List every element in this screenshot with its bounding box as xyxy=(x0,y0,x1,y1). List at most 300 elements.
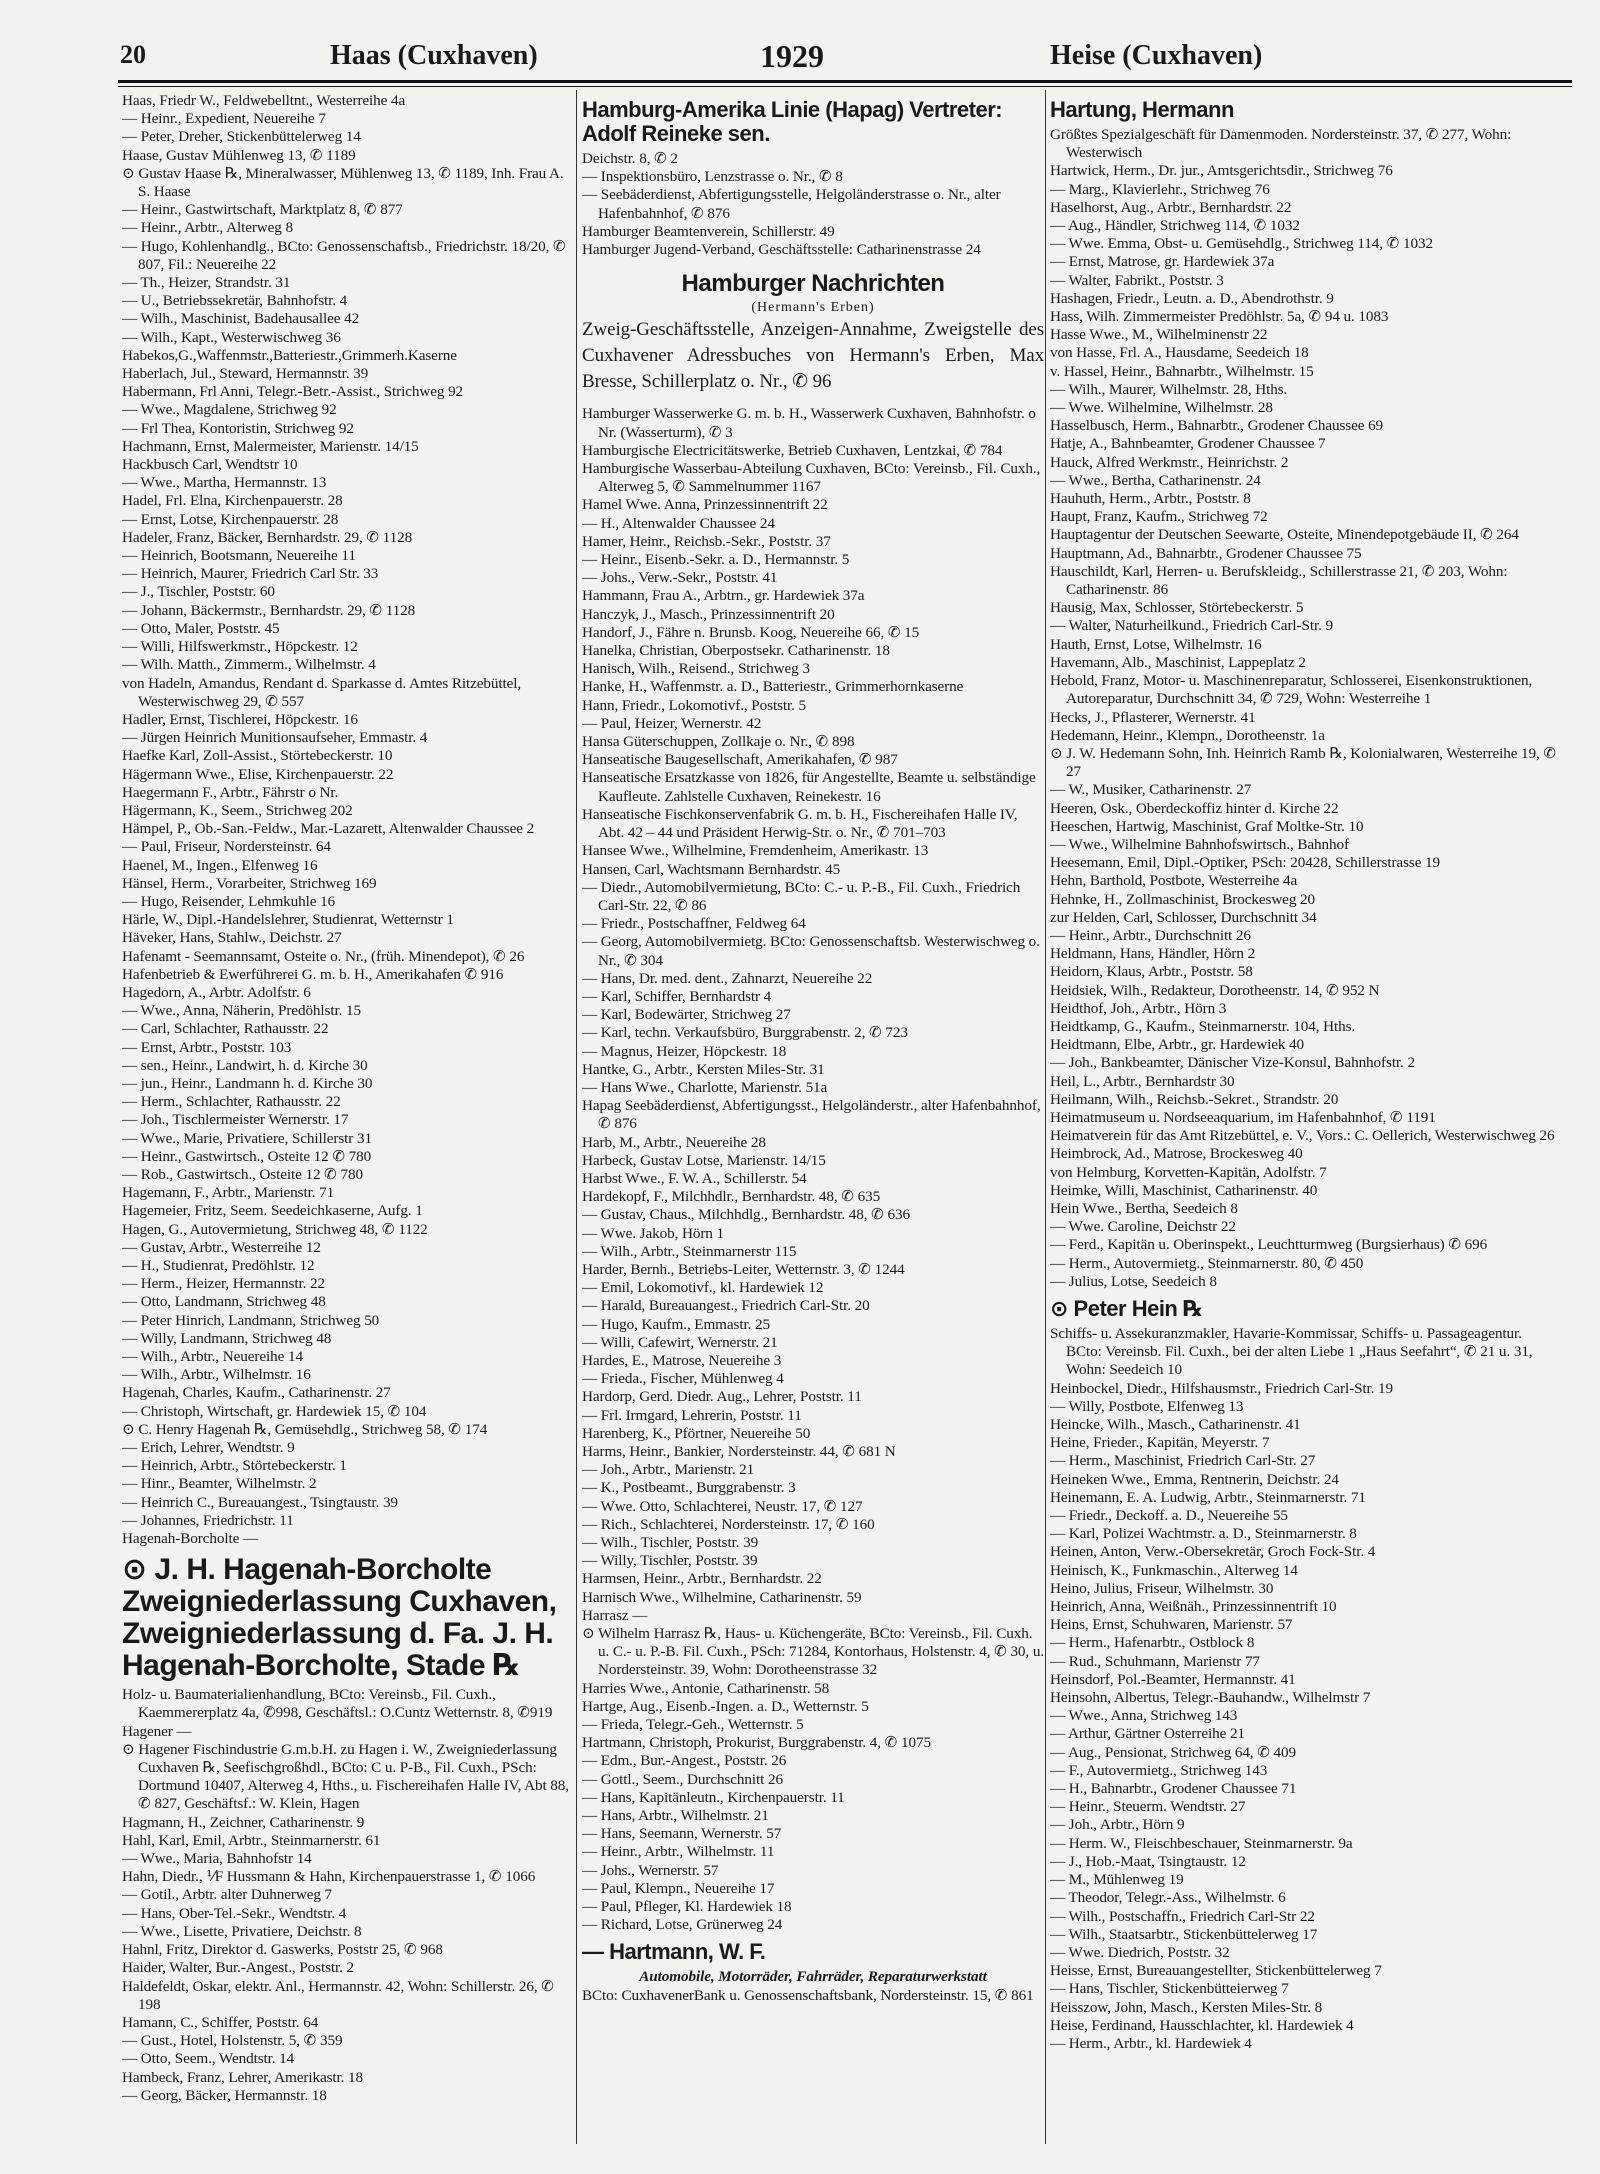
directory-entry: Hänsel, Herm., Vorarbeiter, Strichweg 169 xyxy=(122,874,377,892)
directory-entry: Hamburger Wasserwerke G. m. b. H., Wasserwerk Cuxhaven, Bahnhofstr. o Nr. (Wasserturm), ✆ 3 xyxy=(582,405,1036,441)
directory-entry: — Harald, Bureauangest., Friedrich Carl-Str. 20 xyxy=(582,1297,870,1315)
directory-entry: — Hans, Kapitänleutn., Kirchenpauerstr. 11 xyxy=(582,1788,845,1806)
directory-entry: — Wwe. Otto, Schlachterei, Neustr. 17, ✆ 127 xyxy=(582,1497,863,1515)
directory-entry: Hatje, A., Bahnbeamter, Grodener Chaussee 7 xyxy=(1050,435,1326,453)
directory-entry: — Heinr., Gastwirtschaft, Marktplatz 8, ✆ 877 xyxy=(122,201,403,219)
directory-entry: Hafenbetrieb & Ewerführerei G. m. b. H., Amerikahafen ✆ 916 xyxy=(122,965,504,983)
directory-entry: — Wilh., Postschaffn., Friedrich Carl-Str 22 xyxy=(1050,1907,1315,1925)
ad-hartmann-body: Automobile, Motorräder, Fahrräder, Reparaturwerkstatt xyxy=(639,1968,987,1986)
directory-entry: Hadeler, Franz, Bäcker, Bernhardstr. 29, ✆ 1128 xyxy=(122,528,413,546)
directory-entry: Hadel, Frl. Elna, Kirchenpauerstr. 28 xyxy=(122,492,343,510)
directory-entry: Hardekopf, F., Milchhdlr., Bernhardstr. 48, ✆ 635 xyxy=(582,1188,881,1206)
directory-entry: Heineken Wwe., Emma, Rentnerin, Deichstr. 24 xyxy=(1050,1470,1339,1488)
directory-entry: Hauptagentur der Deutschen Seewarte, Osteite, Minendepotgebäude II, ✆ 264 xyxy=(1050,526,1519,544)
directory-entry: — Willy, Landmann, Strichweg 48 xyxy=(122,1329,332,1347)
directory-entry: — Joh., Arbtr., Marienstr. 21 xyxy=(582,1461,755,1479)
directory-entry: — Heinr., Gastwirtsch., Osteite 12 ✆ 780 xyxy=(122,1147,372,1165)
directory-entry: — Frieda, Telegr.-Geh., Wetternstr. 5 xyxy=(582,1716,804,1734)
directory-entry: — Heinr., Steuerm. Wendtstr. 27 xyxy=(1050,1798,1246,1816)
directory-entry: Hahnl, Fritz, Direktor d. Gaswerks, Poststr 25, ✆ 968 xyxy=(122,1941,443,1959)
directory-entry: — Georg, Bäcker, Hermannstr. 18 xyxy=(122,2086,327,2104)
directory-entry: Hartmann, Christoph, Prokurist, Burggrabenstr. 4, ✆ 1075 xyxy=(582,1734,931,1752)
directory-entry: Harrasz — xyxy=(582,1606,648,1624)
directory-entry: Hagmann, H., Zeichner, Catharinenstr. 9 xyxy=(122,1813,365,1831)
directory-entry: Haefke Karl, Zoll-Assist., Störtebeckerstr. 10 xyxy=(122,747,393,765)
directory-entry: — Hugo, Kohlenhandlg., BCto: Genossenschaftsb., Friedrichstr. 18/20, ✆ 807, Fil.: Neuereihe 22 xyxy=(122,237,566,273)
directory-entry: — Hans, Tischler, Stickenbütteierweg 7 xyxy=(1050,1980,1289,1998)
directory-entry: Hansen, Carl, Wachtsmann Bernhardstr. 45 xyxy=(582,860,841,878)
directory-entry: — Wwe., Bertha, Catharinenstr. 24 xyxy=(1050,471,1261,489)
directory-entry: — Otto, Maler, Poststr. 45 xyxy=(122,619,280,637)
directory-entry: — Magnus, Heizer, Höpckestr. 18 xyxy=(582,1042,787,1060)
directory-entry: — Peter Hinrich, Landmann, Strichweg 50 xyxy=(122,1311,380,1329)
directory-entry: Haider, Walter, Bur.-Angest., Poststr. 2 xyxy=(122,1959,355,1977)
directory-entry: v. Hassel, Heinr., Bahnarbtr., Wilhelmstr. 15 xyxy=(1050,362,1314,380)
directory-entry: — Herm., Schlachter, Rathausstr. 22 xyxy=(122,1093,341,1111)
directory-entry: — Gotil., Arbtr. alter Duhnerweg 7 xyxy=(122,1886,333,1904)
directory-entry: Habekos,G.,Waffenmstr.,Batteriestr.,Grimmerh.Kaserne xyxy=(122,346,457,364)
directory-entry: Hehnke, H., Zollmaschinist, Brockesweg 20 xyxy=(1050,890,1316,908)
directory-entry: — Wwe., Anna, Näherin, Predöhlstr. 15 xyxy=(122,1002,361,1020)
column-divider-2 xyxy=(1045,90,1046,2144)
directory-entry: — Wilh., Arbtr., Neuereihe 14 xyxy=(122,1348,303,1366)
directory-entry: — Karl, Bodewärter, Strichweg 27 xyxy=(582,1006,791,1024)
directory-entry: Heino, Julius, Friseur, Wilhelmstr. 30 xyxy=(1050,1579,1274,1597)
directory-entry: — Friedr., Postschaffner, Feldweg 64 xyxy=(582,915,806,933)
directory-entry: — Wwe., Maria, Bahnhofstr 14 xyxy=(122,1850,312,1868)
directory-entry: — Aug., Pensionat, Strichweg 64, ✆ 409 xyxy=(1050,1743,1297,1761)
directory-entry: Hartwick, Herm., Dr. jur., Amtsgerichtsdir., Strichweg 76 xyxy=(1050,162,1393,180)
directory-entry: Haupt, Franz, Kaufm., Strichweg 72 xyxy=(1050,508,1268,526)
directory-entry: ⊙ Gustav Haase ℞, Mineralwasser, Mühlenweg 13, ✆ 1189, Inh. Frau A. S. Haase xyxy=(122,164,564,201)
directory-entry: — Heinr., Arbtr., Durchschnitt 26 xyxy=(1050,926,1251,944)
directory-entry: Heidthof, Joh., Arbtr., Hörn 3 xyxy=(1050,999,1227,1017)
directory-entry: — H., Altenwalder Chaussee 24 xyxy=(582,514,775,532)
directory-entry: — Aug., Händler, Strichweg 114, ✆ 1032 xyxy=(1050,217,1300,235)
directory-entry: — Heinrich C., Bureauangest., Tsingtaustr. 39 xyxy=(122,1493,398,1511)
directory-entry: — Hinr., Beamter, Wilhelmstr. 2 xyxy=(122,1475,317,1493)
directory-entry: — Herm. W., Fleischbeschauer, Steinmarnerstr. 9a xyxy=(1050,1834,1353,1852)
directory-entry: — Wilh., Arbtr., Steinmarnerstr 115 xyxy=(582,1242,797,1260)
directory-entry: Hämpel, P., Ob.-San.-Feldw., Mar.-Lazarett, Altenwalder Chaussee 2 xyxy=(122,820,535,838)
directory-entry: — Friedr., Deckoff. a. D., Neuereihe 55 xyxy=(1050,1507,1288,1525)
directory-entry: Heins, Ernst, Schuhwaren, Marienstr. 57 xyxy=(1050,1616,1293,1634)
directory-entry: — J., Tischler, Poststr. 60 xyxy=(122,583,275,601)
directory-entry: Hamann, C., Schiffer, Poststr. 64 xyxy=(122,2013,319,2031)
directory-entry: Heesemann, Emil, Dipl.-Optiker, PSch: 20428, Schillerstrasse 19 xyxy=(1050,854,1441,872)
directory-entry: Heincke, Wilh., Masch., Catharinenstr. 41 xyxy=(1050,1416,1301,1434)
directory-entry: Heldmann, Hans, Händler, Hörn 2 xyxy=(1050,945,1256,963)
directory-entry: Häveker, Hans, Stahlw., Deichstr. 27 xyxy=(122,929,342,947)
directory-entry: Hantke, G., Arbtr., Kersten Miles-Str. 31 xyxy=(582,1060,825,1078)
directory-entry: Heisszow, John, Masch., Kersten Miles-Str. 8 xyxy=(1050,1998,1323,2016)
directory-entry: — Wwe., Anna, Strichweg 143 xyxy=(1050,1707,1238,1725)
directory-entry: — Heinrich, Arbtr., Störtebeckerstr. 1 xyxy=(122,1457,347,1475)
directory-entry: — Rud., Schuhmann, Marienstr 77 xyxy=(1050,1652,1260,1670)
directory-entry: — Gustav, Arbtr., Westerreihe 12 xyxy=(122,1238,321,1256)
directory-entry: — Wilh., Staatsarbtr., Stickenbüttelerweg 17 xyxy=(1050,1925,1318,1943)
directory-entry: — Ernst, Arbtr., Poststr. 103 xyxy=(122,1038,292,1056)
directory-entry: Haldefeldt, Oskar, elektr. Anl., Hermannstr. 42, Wohn: Schillerstr. 26, ✆ 198 xyxy=(122,1977,554,2013)
directory-entry: Heidsiek, Wilh., Redakteur, Dorotheenstr. 14, ✆ 952 N xyxy=(1050,981,1380,999)
directory-entry: Heidtmann, Elbe, Arbtr., gr. Hardewiek 40 xyxy=(1050,1036,1305,1054)
directory-entry: Heimke, Willi, Maschinist, Catharinenstr. 40 xyxy=(1050,1181,1318,1199)
ad-hamburger-nachrichten: Hamburger Nachrichten xyxy=(681,270,945,298)
directory-entry: Hammann, Frau A., Arbtrn., gr. Hardewiek 37a xyxy=(582,587,865,605)
directory-entry: Heeren, Osk., Oberdeckoffiz hinter d. Kirche 22 xyxy=(1050,799,1339,817)
directory-entry: — Ernst, Matrose, gr. Hardewiek 37a xyxy=(1050,253,1275,271)
directory-entry: Hann, Friedr., Lokomotivf., Poststr. 5 xyxy=(582,696,807,714)
directory-entry: — Marg., Klavierlehr., Strichweg 76 xyxy=(1050,180,1270,198)
directory-entry: Hamburgische Electricitätswerke, Betrieb Cuxhaven, Lentzkai, ✆ 784 xyxy=(582,441,1003,459)
column-2-entries-c xyxy=(582,1987,1044,2005)
ad-hartung: Hartung, Hermann xyxy=(1050,97,1234,122)
directory-entry: Hein Wwe., Bertha, Seedeich 8 xyxy=(1050,1199,1238,1217)
directory-entry: Harms, Heinr., Bankier, Nordersteinstr. 44, ✆ 681 N xyxy=(582,1443,896,1460)
directory-entry: Heise, Ferdinand, Hausschlachter, kl. Hardewiek 4 xyxy=(1050,2016,1354,2034)
directory-entry: — Wwe., Wilhelmine Bahnhofswirtsch., Bahnhof xyxy=(1050,835,1349,853)
directory-entry: Hauhuth, Herm., Arbtr., Poststr. 8 xyxy=(1050,490,1251,508)
header-rule-thin xyxy=(118,86,1572,87)
ad-hartmann: — Hartmann, W. F. xyxy=(582,1939,766,1965)
directory-entry: — Th., Heizer, Strandstr. 31 xyxy=(122,274,291,292)
directory-entry: — Jürgen Heinrich Munitionsaufseher, Emmastr. 4 xyxy=(122,729,428,747)
directory-entry: Hackbusch Carl, Wendtstr 10 xyxy=(122,456,298,474)
directory-entry: Haselhorst, Aug., Arbtr., Bernhardstr. 22 xyxy=(1050,198,1292,216)
column-1 xyxy=(122,92,572,2144)
directory-entry: Hägermann Wwe., Elise, Kirchenpauerstr. 22 xyxy=(122,765,394,783)
directory-entry: Haenel, M., Ingen., Elfenweg 16 xyxy=(122,856,318,874)
directory-entry: — Walter, Naturheilkund., Friedrich Carl-Str. 9 xyxy=(1050,617,1333,635)
directory-entry: — Karl, Schiffer, Bernhardstr 4 xyxy=(582,987,772,1005)
page-header xyxy=(120,40,1570,80)
directory-entry: von Hadeln, Amandus, Rendant d. Sparkasse d. Amtes Ritzebüttel, Westerwischweg 29, ✆ 557 xyxy=(122,674,522,710)
directory-entry: Hartge, Aug., Eisenb.-Ingen. a. D., Wetternstr. 5 xyxy=(582,1697,869,1715)
directory-entry: — Paul, Friseur, Nordersteinstr. 64 xyxy=(122,838,331,856)
directory-entry: Hamburgische Wasserbau-Abteilung Cuxhaven, BCto: Vereinsb., Fil. Cuxh., Alterweg 5, ✆ Sammelnummer 1167 xyxy=(582,460,1041,496)
directory-entry: — Hans, Seemann, Wernerstr. 57 xyxy=(582,1825,782,1843)
directory-entry: Heil, L., Arbtr., Bernhardstr 30 xyxy=(1050,1072,1235,1090)
directory-entry: Harb, M., Arbtr., Neuereihe 28 xyxy=(582,1133,766,1151)
directory-entry: Heine, Frieder., Kapitän, Meyerstr. 7 xyxy=(1050,1434,1270,1452)
page-number: 20 xyxy=(120,40,146,69)
directory-entry: — Edm., Bur.-Angest., Poststr. 26 xyxy=(582,1752,787,1770)
ad-hamburger-nachrichten-body: Zweig-Geschäftsstelle, Anzeigen-Annahme, Zweigstelle des Cuxhavener Adressbuches von Hermann's Erben, Max Bresse, Schillerplatz o. Nr., ✆ 96 xyxy=(582,319,1044,393)
directory-entry: zur Helden, Carl, Schlosser, Durchschnitt 34 xyxy=(1050,908,1317,926)
directory-entry: — Hugo, Reisender, Lehmkuhle 16 xyxy=(122,892,336,910)
directory-entry: — Heinr., Expedient, Neuereihe 7 xyxy=(122,110,326,128)
directory-entry: — Paul, Heizer, Wernerstr. 42 xyxy=(582,714,762,732)
directory-entry: — Wwe. Diedrich, Poststr. 32 xyxy=(1050,1943,1230,1961)
directory-entry: Hamburger Beamtenverein, Schillerstr. 49 xyxy=(582,222,835,240)
directory-entry: — jun., Heinr., Landmann h. d. Kirche 30 xyxy=(122,1074,373,1092)
directory-entry: — Willy, Postbote, Elfenweg 13 xyxy=(1050,1397,1244,1415)
directory-entry: — Johann, Bäckermstr., Bernhardstr. 29, ✆ 1128 xyxy=(122,601,416,619)
directory-entry: — Carl, Schlachter, Rathausstr. 22 xyxy=(122,1020,329,1038)
directory-entry: Hardes, E., Matrose, Neuereihe 3 xyxy=(582,1351,782,1369)
directory-entry: Heidtkamp, G., Kaufm., Steinmarnerstr. 104, Hths. xyxy=(1050,1017,1356,1035)
directory-entry: Hashagen, Friedr., Leutn. a. D., Abendrothstr. 9 xyxy=(1050,289,1334,307)
directory-entry: Hauptmann, Ad., Bahnarbtr., Grodener Chaussee 75 xyxy=(1050,544,1362,562)
directory-entry: — Peter, Dreher, Stickenbüttelerweg 14 xyxy=(122,128,361,146)
directory-entry: — Karl, techn. Verkaufsbüro, Burggrabenstr. 2, ✆ 723 xyxy=(582,1024,908,1042)
column-3-entries-a xyxy=(1050,126,1560,1291)
directory-entry: — Ernst, Lotse, Kirchenpauerstr. 28 xyxy=(122,510,339,528)
directory-entry: Harbst Wwe., F. W. A., Schillerstr. 54 xyxy=(582,1169,807,1187)
directory-entry: — Hans, Arbtr., Wilhelmstr. 21 xyxy=(582,1807,769,1825)
header-rule xyxy=(118,80,1572,83)
directory-entry: — Georg, Automobilvermietg. BCto: Genossenschaftsb. Westerwischweg o. Nr., ✆ 304 xyxy=(582,933,1040,969)
directory-entry: Hadler, Ernst, Tischlerei, Höpckestr. 16 xyxy=(122,710,358,728)
directory-entry: Härle, W., Dipl.-Handelslehrer, Studienrat, Wetternstr 1 xyxy=(122,911,454,929)
directory-entry: Hamburger Jugend-Verband, Geschäftsstelle: Catharinenstrasse 24 xyxy=(582,241,981,259)
directory-entry: — Hans, Ober-Tel.-Sekr., Wendtstr. 4 xyxy=(122,1904,347,1922)
directory-entry: Hanseatische Ersatzkasse von 1826, für Angestellte, Beamte u. selbständige Kaufleute. Zahlstelle Cuxhaven, Reinekestr. 16 xyxy=(582,769,1036,805)
directory-entry: — Wwe., Marie, Privatiere, Schillerstr 31 xyxy=(122,1129,372,1147)
directory-entry: — Seebäderdienst, Abfertigungsstelle, Helgoländerstrasse o. Nr., alter Hafenbahnhof, ✆ 876 xyxy=(582,186,1001,222)
directory-entry: ⊙ Hagener Fischindustrie G.m.b.H. zu Hagen i. W., Zweigniederlassung Cuxhaven ℞, Seefischgroßhdl., BCto: C u. P-B., Fil. Cuxh., PSch: Dortmund 10407, Alterweg 4, Hths., u. Fischereihafen Halle IV, Abt 88, ✆ 827, Geschäftsf.: W. Klein, Hagen xyxy=(122,1740,569,1813)
directory-entry: — F., Autovermietg., Strichweg 143 xyxy=(1050,1761,1268,1779)
directory-entry: Hanke, H., Waffenmstr. a. D., Batteriestr., Grimmerhornkaserne xyxy=(582,678,964,696)
directory-entry: — Wilh., Tischler, Poststr. 39 xyxy=(582,1534,759,1552)
directory-entry: — Erich, Lehrer, Wendtstr. 9 xyxy=(122,1439,295,1457)
directory-entry: Hehn, Barthold, Postbote, Westerreihe 4a xyxy=(1050,872,1298,890)
directory-entry: Hausig, Max, Schlosser, Störtebeckerstr. 5 xyxy=(1050,599,1304,617)
directory-entry: Hass, Wilh. Zimmermeister Predöhlstr. 5a, ✆ 94 u. 1083 xyxy=(1050,308,1389,326)
directory-entry: — Joh., Bankbeamter, Dänischer Vize-Konsul, Bahnhofstr. 2 xyxy=(1050,1054,1415,1072)
directory-entry: — Heinrich, Bootsmann, Neuereihe 11 xyxy=(122,547,356,565)
directory-entry: Hebold, Franz, Motor- u. Maschinenreparatur, Schlosserei, Eisenkonstruktionen, Autoreparatur, Durchschnitt 34, ✆ 729, Wohn: Westerreihe 1 xyxy=(1050,672,1533,708)
directory-entry: Harder, Bernh., Betriebs-Leiter, Wetternstr. 3, ✆ 1244 xyxy=(582,1260,905,1278)
directory-entry: — Willi, Cafewirt, Wernerstr. 21 xyxy=(582,1333,778,1351)
directory-entry: — Willy, Tischler, Poststr. 39 xyxy=(582,1552,758,1570)
directory-entry: Hahn, Diedr., ⅟F Hussmann & Hahn, Kirchenpauerstrasse 1, ✆ 1066 xyxy=(122,1868,536,1886)
directory-entry: — Hans, Dr. med. dent., Zahnarzt, Neuereihe 22 xyxy=(582,969,873,987)
directory-entry: — Heinr., Eisenb.-Sekr. a. D., Hermannstr. 5 xyxy=(582,551,850,569)
directory-entry: Hafenamt - Seemannsamt, Osteite o. Nr., (früh. Minendepot), ✆ 26 xyxy=(122,947,525,965)
directory-entry: ⊙ C. Henry Hagenah ℞, Gemüsehdlg., Strichweg 58, ✆ 174 xyxy=(122,1420,488,1438)
directory-entry: — Wwe. Caroline, Deichstr 22 xyxy=(1050,1218,1236,1236)
directory-entry: Harries Wwe., Antonie, Catharinenstr. 58 xyxy=(582,1679,830,1697)
directory-entry: — U., Betriebssekretär, Bahnhofstr. 4 xyxy=(122,292,348,310)
directory-entry: Hambeck, Franz, Lehrer, Amerikastr. 18 xyxy=(122,2068,364,2086)
directory-entry: Hagenah-Borcholte — xyxy=(122,1530,259,1548)
directory-entry: Hardorp, Gerd. Diedr. Aug., Lehrer, Poststr. 11 xyxy=(582,1388,862,1406)
directory-entry: Deichstr. 8, ✆ 2 xyxy=(582,150,678,167)
ad-hamburger-nachrichten-sub: (Hermann's Erben) xyxy=(751,300,875,316)
directory-entry: Hauck, Alfred Werkmstr., Heinrichstr. 2 xyxy=(1050,453,1289,471)
directory-entry: Harbeck, Gustav Lotse, Marienstr. 14/15 xyxy=(582,1151,826,1169)
directory-entry: Heimbrock, Ad., Matrose, Brockesweg 40 xyxy=(1050,1145,1303,1163)
directory-entry: Haas, Friedr W., Feldwebelltnt., Westerreihe 4a xyxy=(122,92,406,109)
directory-entry: — Otto, Seem., Wendtstr. 14 xyxy=(122,2050,295,2068)
directory-entry: — Rich., Schlachterei, Nordersteinstr. 17, ✆ 160 xyxy=(582,1515,875,1533)
directory-entry: Hagedorn, A., Arbtr. Adolfstr. 6 xyxy=(122,983,311,1001)
directory-entry: — Heinrich, Maurer, Friedrich Carl Str. 33 xyxy=(122,565,379,583)
header-right-range: Heise (Cuxhaven) xyxy=(1050,40,1263,71)
directory-entry: — Johs., Wernerstr. 57 xyxy=(582,1861,719,1879)
directory-entry: Hasse Wwe., M., Wilhelminenstr 22 xyxy=(1050,326,1268,344)
directory-entry: — Willi, Hilfswerkmstr., Höpckestr. 12 xyxy=(122,638,358,656)
directory-entry: von Hasse, Frl. A., Hausdame, Seedeich 18 xyxy=(1050,344,1309,362)
directory-entry: Heinen, Anton, Verw.-Obersekretär, Groch Fock-Str. 4 xyxy=(1050,1543,1376,1561)
column-1-entries xyxy=(122,92,572,1548)
directory-entry: Hagemeier, Fritz, Seem. Seedeichkaserne, Aufg. 1 xyxy=(122,1202,423,1220)
directory-entry: — Wwe., Magdalene, Strichweg 92 xyxy=(122,401,337,419)
directory-entry: Harmsen, Heinr., Arbtr., Bernhardstr. 22 xyxy=(582,1570,822,1588)
directory-entry: — Karl, Polizei Wachtmstr. a. D., Steinmarnerstr. 8 xyxy=(1050,1525,1357,1543)
directory-entry: — Johannes, Friedrichstr. 11 xyxy=(122,1511,294,1529)
directory-entry: Hagen, G., Autovermietung, Strichweg 48, ✆ 1122 xyxy=(122,1220,428,1238)
directory-entry: Hahl, Karl, Emil, Arbtr., Steinmarnerstr. 61 xyxy=(122,1831,381,1849)
directory-entry: Hagenah, Charles, Kaufm., Catharinenstr. 27 xyxy=(122,1384,391,1402)
ad-hapag: Hamburg-Amerika Linie (Hapag) Vertreter: Adolf Reineke sen. xyxy=(582,97,1003,146)
directory-entry: — Wwe. Jakob, Hörn 1 xyxy=(582,1224,724,1242)
directory-entry: — Wwe. Emma, Obst- u. Gemüsehdlg., Strichweg 114, ✆ 1032 xyxy=(1050,235,1433,253)
directory-entry: Hanczyk, J., Masch., Prinzessinnentrift 20 xyxy=(582,605,835,623)
directory-entry: Habermann, Frl Anni, Telegr.-Betr.-Assist., Strichweg 92 xyxy=(122,383,464,401)
column-3 xyxy=(1050,92,1560,2144)
directory-entry: von Helmburg, Korvetten-Kapitän, Adolfstr. 7 xyxy=(1050,1163,1327,1181)
directory-entry: Hanseatische Fischkonservenfabrik G. m. b. H., Fischereihafen Halle IV, Abt. 42 – 44 und Präsident Herwig-Str. o. Nr., ✆ 701–703 xyxy=(582,805,1018,842)
directory-entry: Größtes Spezialgeschäft für Damenmoden. Nordersteinstr. 37, ✆ 277, Wohn: Westerwisch xyxy=(1050,126,1512,162)
directory-entry: ⊙ Wilhelm Harrasz ℞, Haus- u. Küchengeräte, BCto: Vereinsb., Fil. Cuxh. u. C.- u. P.-B. Fil. Cuxh., PSch: 71284, Kontorhaus, Holstenstr. 4, ✆ 30, u. Nordersteinstr. 39, Wohn: Dorotheenstrasse 32 xyxy=(582,1625,1044,1679)
directory-entry: — K., Postbeamt., Burggrabenstr. 3 xyxy=(582,1479,796,1497)
directory-entry: Schiffs- u. Assekuranzmakler, Havarie-Kommissar, Schiffs- u. Passageagentur. BCto: Vereinsb. Fil. Cuxh., bei der alten Liebe 1 „Haus Seefahrt“, ✆ 21 u. 31, Wohn: Seedeich 10 xyxy=(1050,1325,1533,1379)
directory-entry: — Wwe., Lisette, Privatiere, Deichstr. 8 xyxy=(122,1922,362,1940)
directory-entry: — Frl. Irmgard, Lehrerin, Poststr. 11 xyxy=(582,1406,802,1424)
directory-entry: — Wilh., Kapt., Westerwischweg 36 xyxy=(122,328,341,346)
directory-entry: Heimatmuseum u. Nordseeaquarium, im Hafenbahnhof, ✆ 1191 xyxy=(1050,1108,1436,1126)
directory-entry: — Diedr., Automobilvermietung, BCto: C.- u. P.-B., Fil. Cuxh., Friedrich Carl-Str. 22, ✆ 86 xyxy=(582,878,1021,914)
directory-entry: — Wwe., Martha, Hermannstr. 13 xyxy=(122,474,327,492)
directory-entry: — Gottl., Seem., Durchschnitt 26 xyxy=(582,1770,783,1788)
directory-entry: — Inspektionsbüro, Lenzstrasse o. Nr., ✆ 8 xyxy=(582,168,843,186)
directory-entry: — Herm., Heizer, Hermannstr. 22 xyxy=(122,1275,325,1293)
directory-entry: — Richard, Lotse, Grünerweg 24 xyxy=(582,1916,783,1934)
directory-entry: Hamel Wwe. Anna, Prinzessinnentrift 22 xyxy=(582,496,828,514)
directory-entry: — H., Studienrat, Predöhlstr. 12 xyxy=(122,1257,315,1274)
directory-entry: — Herm., Arbtr., kl. Hardewiek 4 xyxy=(1050,2034,1252,2052)
directory-entry: — Theodor, Telegr.-Ass., Wilhelmstr. 6 xyxy=(1050,1889,1286,1907)
directory-entry: Holz- u. Baumaterialienhandlung, BCto: Vereinsb., Fil. Cuxh., Kaemmererplatz 4a, ✆998, Geschäftsl.: O.Cuntz Wetternstr. 8, ✆919 xyxy=(122,1686,553,1722)
column-2-entries-b xyxy=(582,405,1044,1934)
directory-entry: Haberlach, Jul., Steward, Hermannstr. 39 xyxy=(122,365,369,383)
directory-entry: — Frieda., Fischer, Mühlenweg 4 xyxy=(582,1370,784,1388)
directory-entry: — Gust., Hotel, Holstenstr. 5, ✆ 359 xyxy=(122,2032,343,2050)
column-divider-1 xyxy=(576,90,577,2144)
directory-entry: — Hugo, Kaufm., Emmastr. 25 xyxy=(582,1315,770,1333)
directory-entry: Hasselbusch, Herm., Bahnarbtr., Grodener Chaussee 69 xyxy=(1050,417,1384,435)
directory-entry: — M., Mühlenweg 19 xyxy=(1050,1871,1184,1889)
column-1-entries-after-ad xyxy=(122,1686,572,2105)
directory-entry: Hägermann, K., Seem., Strichweg 202 xyxy=(122,801,353,819)
column-2 xyxy=(582,92,1044,2144)
directory-entry: — Paul, Pfleger, Kl. Hardewiek 18 xyxy=(582,1898,792,1916)
directory-entry: — Joh., Tischlermeister Wernerstr. 17 xyxy=(122,1111,349,1129)
ad-hagenah-borcholte: ⊙ J. H. Hagenah-Borcholte Zweigniederlassung Cuxhaven, Zweigniederlassung d. Fa. J. H. Hagenah-Borcholte, Stade ℞ xyxy=(122,1553,557,1683)
ad-peter-hein: ⊙ Peter Hein ℞ xyxy=(1050,1296,1203,1321)
directory-entry: — Heinr., Arbtr., Alterweg 8 xyxy=(122,219,293,237)
directory-entry: — Julius, Lotse, Seedeich 8 xyxy=(1050,1272,1217,1290)
directory-entry: — Frl Thea, Kontoristin, Strichweg 92 xyxy=(122,419,354,437)
directory-entry: Havemann, Alb., Maschinist, Lappeplatz 2 xyxy=(1050,653,1306,671)
directory-entry: Harnisch Wwe., Wilhelmine, Catharinenstr. 59 xyxy=(582,1588,862,1606)
directory-entry: — Wilh., Arbtr., Wilhelmstr. 16 xyxy=(122,1366,311,1384)
directory-entry: Hecks, J., Pflasterer, Wernerstr. 41 xyxy=(1050,708,1256,726)
directory-entry: Hamer, Heinr., Reichsb.-Sekr., Poststr. 37 xyxy=(582,532,831,550)
directory-entry: Heimatverein für das Amt Ritzebüttel, e. V., Vors.: C. Oellerich, Westerwischweg 26 xyxy=(1050,1127,1555,1145)
directory-entry: Hedemann, Heinr., Klempn., Dorotheenstr. 1a xyxy=(1050,726,1325,744)
directory-entry: Hauschildt, Karl, Herren- u. Berufskleidg., Schillerstrasse 21, ✆ 203, Wohn: Catharinenstr. 86 xyxy=(1050,562,1508,599)
directory-entry: — J., Hob.-Maat, Tsingtaustr. 12 xyxy=(1050,1852,1246,1870)
directory-entry: Heeschen, Hartwig, Maschinist, Graf Moltke-Str. 10 xyxy=(1050,817,1364,835)
header-left-range: Haas (Cuxhaven) xyxy=(330,40,538,71)
directory-entry: Hanseatische Baugesellschaft, Amerikahafen, ✆ 987 xyxy=(582,751,898,769)
column-2-entries-a xyxy=(582,150,1044,259)
directory-entry: Haase, Gustav Mühlenweg 13, ✆ 1189 xyxy=(122,146,356,164)
directory-entry: — Paul, Klempn., Neuereihe 17 xyxy=(582,1879,775,1897)
directory-entry: Harenberg, K., Pförtner, Neuereihe 50 xyxy=(582,1424,811,1442)
directory-entry: Handorf, J., Fähre n. Brunsb. Koog, Neuereihe 66, ✆ 15 xyxy=(582,623,920,641)
directory-entry: — H., Bahnarbtr., Grodener Chaussee 71 xyxy=(1050,1780,1297,1798)
directory-entry: Heisse, Ernst, Bureauangestellter, Stickenbüttelerweg 7 xyxy=(1050,1962,1382,1980)
directory-entry: — W., Musiker, Catharinenstr. 27 xyxy=(1050,781,1252,799)
directory-entry: — Wilh., Maschinist, Badehausallee 42 xyxy=(122,310,360,328)
directory-entry: — Walter, Fabrikt., Poststr. 3 xyxy=(1050,271,1224,289)
directory-entry: — Heinr., Arbtr., Wilhelmstr. 11 xyxy=(582,1843,775,1861)
directory-entry: Heinisch, K., Funkmaschin., Alterweg 14 xyxy=(1050,1561,1298,1579)
directory-entry: — Wilh. Matth., Zimmerm., Wilhelmstr. 4 xyxy=(122,656,376,674)
directory-entry: Haegermann F., Arbtr., Fährstr o Nr. xyxy=(122,783,339,801)
directory-entry: — Herm., Hafenarbtr., Ostblock 8 xyxy=(1050,1634,1255,1652)
directory-entry: Hachmann, Ernst, Malermeister, Marienstr. 14/15 xyxy=(122,437,419,455)
directory-entry: — Joh., Arbtr., Hörn 9 xyxy=(1050,1816,1185,1834)
directory-entry: — Rob., Gastwirtsch., Osteite 12 ✆ 780 xyxy=(122,1165,363,1183)
directory-entry: Hanelka, Christian, Oberpostsekr. Catharinenstr. 18 xyxy=(582,642,890,660)
directory-entry: Hanisch, Wilh., Reisend., Strichweg 3 xyxy=(582,660,810,678)
directory-entry: — Otto, Landmann, Strichweg 48 xyxy=(122,1293,326,1311)
directory-entry: Hauth, Ernst, Lotse, Wilhelmstr. 16 xyxy=(1050,635,1262,653)
directory-entry: — Wilh., Maurer, Wilhelmstr. 28, Hths. xyxy=(1050,380,1288,398)
column-3-entries-b xyxy=(1050,1325,1560,2053)
directory-entry: — Arthur, Gärtner Osterreihe 21 xyxy=(1050,1725,1245,1743)
directory-entry: — sen., Heinr., Landwirt, h. d. Kirche 30 xyxy=(122,1056,368,1074)
directory-entry: — Hans Wwe., Charlotte, Marienstr. 51a xyxy=(582,1078,828,1096)
directory-entry: Heinsohn, Albertus, Telegr.-Bauhandw., Wilhelmstr 7 xyxy=(1050,1689,1371,1707)
directory-entry: Heinsdorf, Pol.-Beamter, Hermannstr. 41 xyxy=(1050,1670,1296,1688)
directory-entry: Heinrich, Anna, Weißnäh., Prinzessinnentrift 10 xyxy=(1050,1598,1337,1616)
directory-entry: Heilmann, Wilh., Reichsb.-Sekret., Strandstr. 20 xyxy=(1050,1090,1339,1108)
directory-entry: — Johs., Verw.-Sekr., Poststr. 41 xyxy=(582,569,778,587)
directory-entry: Heinbockel, Diedr., Hilfshausmstr., Friedrich Carl-Str. 19 xyxy=(1050,1379,1394,1397)
directory-entry: — Gustav, Chaus., Milchhdlg., Bernhardstr. 48, ✆ 636 xyxy=(582,1206,910,1224)
directory-entry: Heidorn, Klaus, Arbtr., Poststr. 58 xyxy=(1050,963,1253,981)
directory-entry: — Christoph, Wirtschaft, gr. Hardewiek 15, ✆ 104 xyxy=(122,1402,427,1420)
directory-entry: BCto: CuxhavenerBank u. Genossenschaftsbank, Nordersteinstr. 15, ✆ 861 xyxy=(582,1986,1034,2004)
header-year: 1929 xyxy=(760,38,824,74)
directory-entry: — Ferd., Kapitän u. Oberinspekt., Leuchtturmweg (Burgsierhaus) ✆ 696 xyxy=(1050,1236,1488,1254)
directory-entry: Hagemann, F., Arbtr., Marienstr. 71 xyxy=(122,1184,335,1202)
directory-entry: — Wwe. Wilhelmine, Wilhelmstr. 28 xyxy=(1050,399,1273,417)
directory-entry: Hapag Seebäderdienst, Abfertigungsst., Helgoländerstr., alter Hafenbahnhof, ✆ 876 xyxy=(582,1097,1041,1133)
directory-entry: Hagener — xyxy=(122,1722,192,1740)
directory-entry: Hansee Wwe., Wilhelmine, Fremdenheim, Amerikastr. 13 xyxy=(582,842,929,860)
directory-entry: — Herm., Maschinist, Friedrich Carl-Str. 27 xyxy=(1050,1452,1316,1470)
directory-entry: — Emil, Lokomotivf., kl. Hardewiek 12 xyxy=(582,1279,824,1297)
directory-entry: — Herm., Autovermietg., Steinmarnerstr. 80, ✆ 450 xyxy=(1050,1254,1364,1272)
directory-entry: Heinemann, E. A. Ludwig, Arbtr., Steinmarnerstr. 71 xyxy=(1050,1488,1366,1506)
